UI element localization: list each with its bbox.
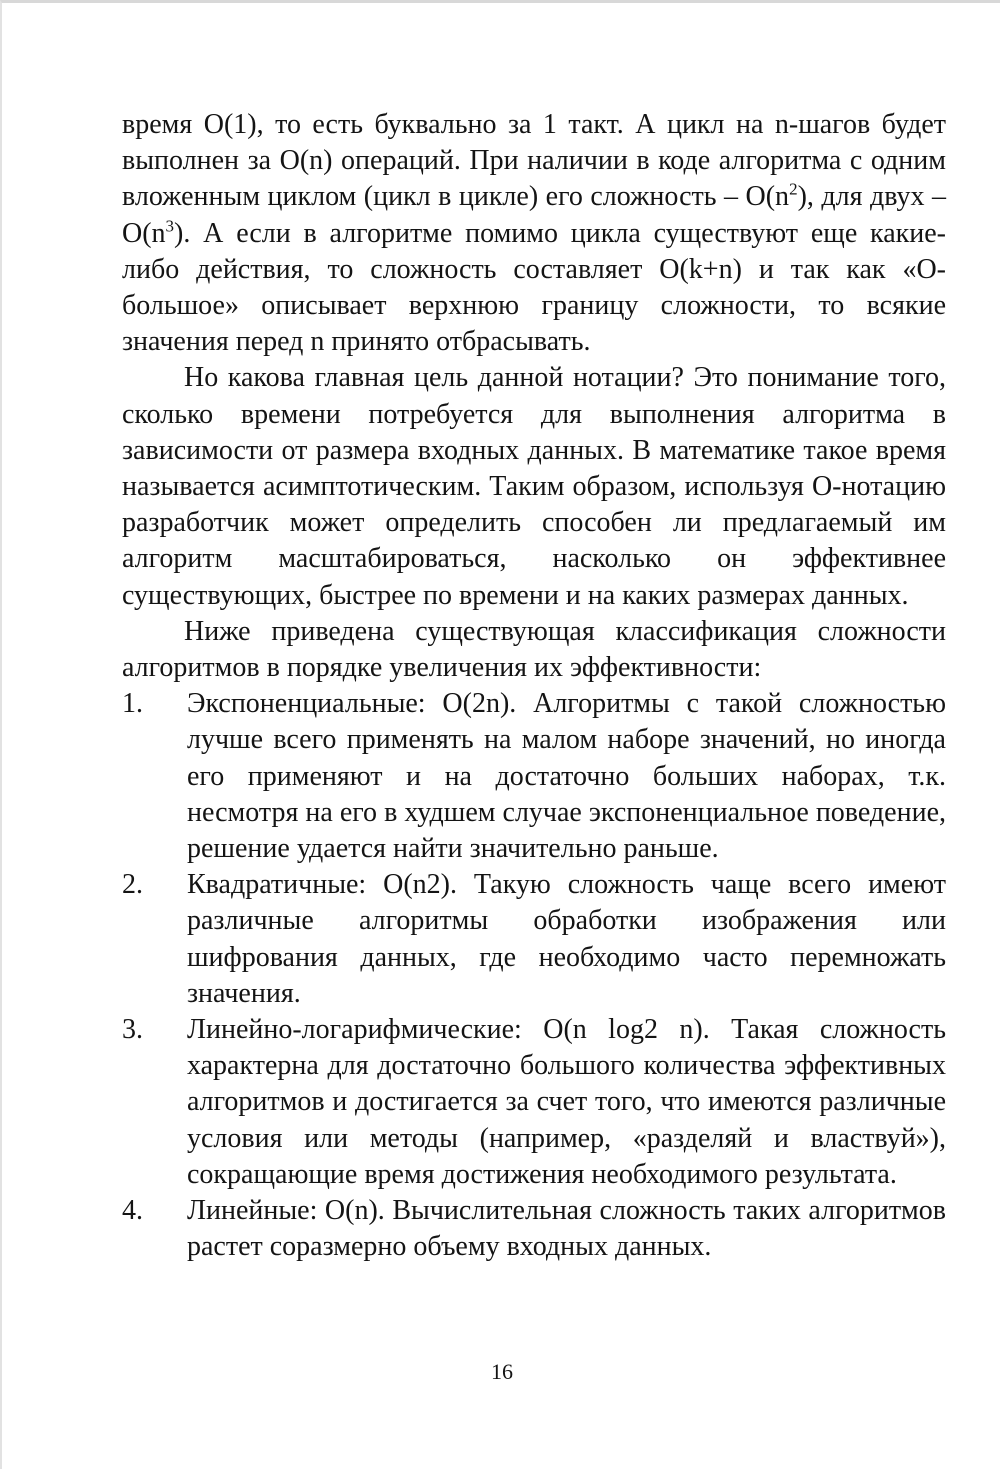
complexity-list [122, 686, 946, 1265]
paragraph-1-part-2: ), для двух – O(n [122, 181, 946, 249]
superscript-2: 2 [789, 180, 798, 200]
list-item-number: 3. [122, 1014, 143, 1046]
superscript-3: 3 [165, 216, 175, 236]
list-item-text: Линейно-логарифмические: O(n log2 n). Такая сложность характерна для достаточно большого количества эффективных алгоритмов и достигается за счет того, что имеются различные условия или методы (например, «разделяй и властвуй»), сокращающие время достижения необходимого результата. [187, 1014, 946, 1190]
list-item-text: Линейные: O(n). Вычислительная сложность таких алгоритмов растет соразмерно объему входных данных. [187, 1195, 946, 1263]
list-item [122, 867, 946, 1012]
list-item-text: Квадратичные: O(n2). Такую сложность чаще всего имеют различные алгоритмы обработки изображения или шифрования данных, где необходимо часто перемножать значения. [187, 869, 946, 1009]
paragraph-3: Ниже приведена существующая классификация сложности алгоритмов в порядке увеличения их эффективности: [122, 615, 946, 684]
list-item-number: 2. [122, 869, 143, 901]
list-item-text: Экспоненциальные: O(2n). Алгоритмы с такой сложностью лучше всего применять на малом наборе значений, но иногда его применяют и на достаточно больших наборах, т.к. несмотря на его в худшем случае экспоненциальное поведение, решение удается найти значительно раньше. [187, 688, 946, 865]
paragraph-1 [122, 107, 946, 360]
paragraph-1-part-1: время O(1), то есть буквально за 1 такт. А цикл на n-шагов будет выполнен за O(n) операций. При наличии в коде алгоритма с одним вложенным циклом (цикл в цикле) его сложность – O(n [122, 109, 946, 213]
paragraph-1-part-3: ). А если в алгоритме помимо цикла существуют еще какие-либо действия, то сложность составляет O(k+n) и так как «O-большое» описывает верхнюю границу сложности, то всякие значения перед n принято отбрасывать. [122, 217, 946, 358]
page-number: 16 [491, 1359, 513, 1384]
list-item [122, 1012, 946, 1193]
page-body [122, 107, 946, 1266]
paragraph-2: Но какова главная цель данной нотации? Это понимание того, сколько времени потребуется для выполнения алгоритма в зависимости от размера входных данных. В математике такое время называется асимптотическим. Таким образом, используя O-нотацию разработчик может определить способен ли предлагаемый им алгоритм масштабироваться, насколько он эффективнее существующих, быстрее по времени и на каких размерах данных. [122, 362, 946, 611]
list-item [122, 1193, 946, 1265]
list-item-number: 4. [122, 1195, 143, 1227]
list-item [122, 686, 946, 867]
list-item-number: 1. [122, 688, 143, 720]
